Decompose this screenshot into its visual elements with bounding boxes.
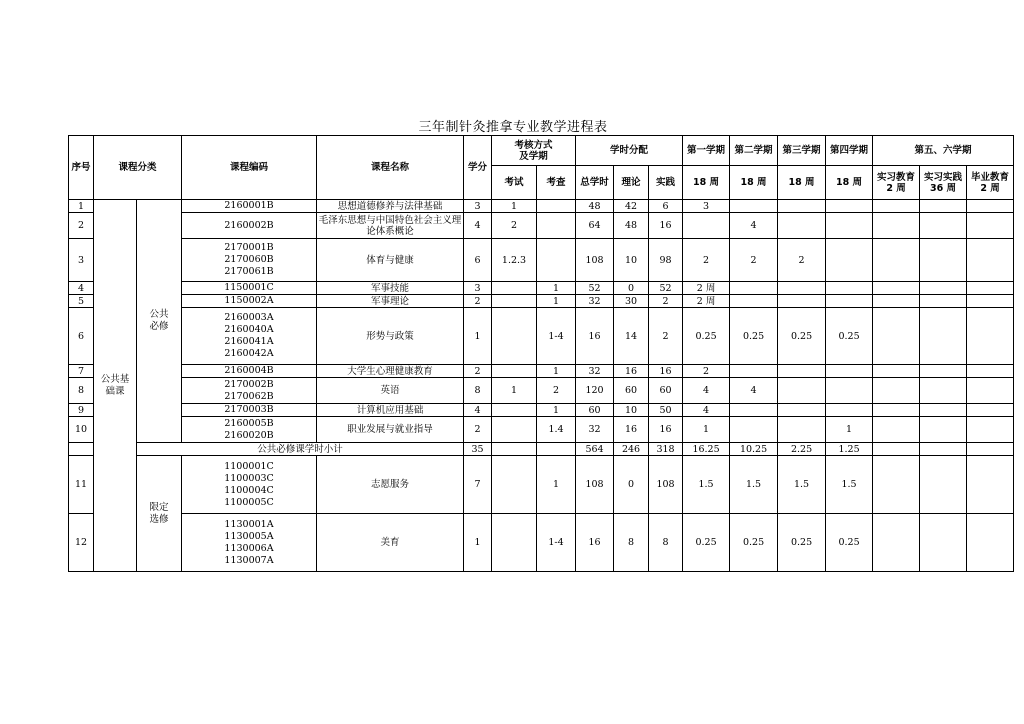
theory-hours-cell: 42 [614,200,649,213]
table-row [69,295,1014,308]
row-seq: 8 [69,378,94,404]
theory-hours-cell: 8 [614,514,649,572]
row-seq: 7 [69,365,94,378]
intern-practice-cell [920,200,967,213]
header-weeks-2: 18 周 [730,166,778,200]
header-sem3: 第三学期 [778,136,826,166]
total-hours-cell: 564 [576,443,614,456]
total-hours-cell: 64 [576,213,614,239]
row-seq: 9 [69,404,94,417]
theory-hours-cell: 16 [614,365,649,378]
schedule-table [68,135,1014,572]
semester4-cell [826,378,873,404]
grad-edu-cell [967,308,1014,365]
row-seq: 6 [69,308,94,365]
semester4-cell [826,295,873,308]
semester2-cell [730,365,778,378]
semester4-cell: 0.25 [826,308,873,365]
theory-hours-cell: 48 [614,213,649,239]
theory-hours-cell: 0 [614,456,649,514]
course-name: 军事技能 [317,282,464,295]
row-seq [69,443,94,456]
header-seq: 序号 [69,136,94,200]
header-intern-edu: 实习教育 2 周 [873,166,920,200]
semester4-cell: 0.25 [826,514,873,572]
page-title: 三年制针灸推拿专业教学进程表 [418,120,608,135]
course-name: 毛泽东思想与中国特色社会主义理论体系概论 [317,213,464,239]
practice-hours-cell: 16 [649,417,683,443]
grad-edu-cell [967,365,1014,378]
course-code: 2170001B 2170060B 2170061B [182,239,317,282]
grad-edu-cell [967,404,1014,417]
exam-cell [492,365,537,378]
theory-hours-cell: 10 [614,239,649,282]
semester2-cell [730,404,778,417]
check-cell [537,213,576,239]
total-hours-cell: 60 [576,404,614,417]
total-hours-cell: 32 [576,417,614,443]
total-hours-cell: 108 [576,239,614,282]
exam-cell [492,443,537,456]
semester4-cell [826,404,873,417]
course-name: 职业发展与就业指导 [317,417,464,443]
intern-edu-cell [873,295,920,308]
grad-edu-cell [967,200,1014,213]
course-code: 2160005B 2160020B [182,417,317,443]
course-code: 1150002A [182,295,317,308]
intern-edu-cell [873,443,920,456]
header-name: 课程名称 [317,136,464,200]
header-assess: 考核方式 及学期 [492,136,576,166]
subcategory-elective: 限定 选修 [137,456,182,572]
semester2-cell: 0.25 [730,514,778,572]
header-exam: 考试 [492,166,537,200]
check-cell: 1 [537,456,576,514]
semester2-cell: 10.25 [730,443,778,456]
semester3-cell: 1.5 [778,456,826,514]
total-hours-cell: 16 [576,514,614,572]
grad-edu-cell [967,514,1014,572]
intern-edu-cell [873,514,920,572]
total-hours-cell: 120 [576,378,614,404]
practice-hours-cell: 16 [649,365,683,378]
grad-edu-cell [967,213,1014,239]
category-public-basic: 公共基 础课 [94,200,137,572]
semester3-cell [778,404,826,417]
semester2-cell: 4 [730,213,778,239]
table-row [69,282,1014,295]
intern-edu-cell [873,365,920,378]
check-cell [537,239,576,282]
course-name: 美育 [317,514,464,572]
intern-practice-cell [920,514,967,572]
total-hours-cell: 32 [576,295,614,308]
credit-cell: 4 [464,404,492,417]
grad-edu-cell [967,443,1014,456]
practice-hours-cell: 8 [649,514,683,572]
header-weeks-4: 18 周 [826,166,873,200]
total-hours-cell: 16 [576,308,614,365]
total-hours-cell: 52 [576,282,614,295]
semester4-cell: 1.25 [826,443,873,456]
semester3-cell [778,417,826,443]
header-total: 总学时 [576,166,614,200]
subcategory-required: 公共 必修 [137,200,182,443]
course-code: 2170003B [182,404,317,417]
semester3-cell [778,365,826,378]
grad-edu-cell [967,456,1014,514]
semester2-cell: 1.5 [730,456,778,514]
exam-cell: 1 [492,200,537,213]
semester4-cell [826,365,873,378]
semester3-cell [778,213,826,239]
practice-hours-cell: 108 [649,456,683,514]
practice-hours-cell: 50 [649,404,683,417]
practice-hours-cell: 2 [649,308,683,365]
semester1-cell: 3 [683,200,730,213]
credit-cell: 2 [464,295,492,308]
semester4-cell [826,213,873,239]
credit-cell: 2 [464,365,492,378]
intern-edu-cell [873,239,920,282]
practice-hours-cell: 2 [649,295,683,308]
semester1-cell: 1.5 [683,456,730,514]
credit-cell: 35 [464,443,492,456]
semester1-cell: 0.25 [683,308,730,365]
semester1-cell: 1 [683,417,730,443]
course-name: 英语 [317,378,464,404]
intern-edu-cell [873,417,920,443]
header-weeks-1: 18 周 [683,166,730,200]
course-name: 体育与健康 [317,239,464,282]
row-seq: 2 [69,213,94,239]
exam-cell [492,417,537,443]
theory-hours-cell: 14 [614,308,649,365]
row-seq: 12 [69,514,94,572]
header-check: 考查 [537,166,576,200]
exam-cell: 1 [492,378,537,404]
table-row [69,514,1014,572]
semester1-cell: 2 周 [683,282,730,295]
course-code: 2160004B [182,365,317,378]
intern-edu-cell [873,308,920,365]
exam-cell [492,404,537,417]
table-row [69,365,1014,378]
semester3-cell [778,295,826,308]
intern-practice-cell [920,365,967,378]
credit-cell: 1 [464,308,492,365]
header-practice: 实践 [649,166,683,200]
grad-edu-cell [967,282,1014,295]
check-cell [537,443,576,456]
semester2-cell [730,417,778,443]
intern-practice-cell [920,404,967,417]
credit-cell: 4 [464,213,492,239]
row-seq: 3 [69,239,94,282]
semester1-cell: 4 [683,378,730,404]
credit-cell: 8 [464,378,492,404]
header-sem2: 第二学期 [730,136,778,166]
intern-edu-cell [873,456,920,514]
exam-cell: 2 [492,213,537,239]
semester4-cell: 1 [826,417,873,443]
semester4-cell: 1.5 [826,456,873,514]
semester3-cell [778,378,826,404]
semester1-cell: 4 [683,404,730,417]
course-code: 1100001C 1100003C 1100004C 1100005C [182,456,317,514]
semester1-cell: 2 [683,239,730,282]
course-code: 2160001B [182,200,317,213]
table-row [69,239,1014,282]
practice-hours-cell: 52 [649,282,683,295]
row-seq: 1 [69,200,94,213]
exam-cell [492,282,537,295]
header-weeks-3: 18 周 [778,166,826,200]
semester3-cell: 2 [778,239,826,282]
intern-edu-cell [873,200,920,213]
course-name: 军事理论 [317,295,464,308]
intern-edu-cell [873,282,920,295]
intern-edu-cell [873,213,920,239]
intern-edu-cell [873,378,920,404]
header-category: 课程分类 [94,136,182,200]
intern-edu-cell [873,404,920,417]
credit-cell: 7 [464,456,492,514]
header-hours: 学时分配 [576,136,683,166]
theory-hours-cell: 246 [614,443,649,456]
header-intern-practice: 实习实践 36 周 [920,166,967,200]
exam-cell: 1.2.3 [492,239,537,282]
credit-cell: 3 [464,200,492,213]
grad-edu-cell [967,239,1014,282]
check-cell: 1 [537,282,576,295]
practice-hours-cell: 6 [649,200,683,213]
intern-practice-cell [920,417,967,443]
semester4-cell [826,200,873,213]
semester2-cell [730,282,778,295]
course-code: 2170002B 2170062B [182,378,317,404]
header-sem56: 第五、六学期 [873,136,1014,166]
intern-practice-cell [920,295,967,308]
intern-practice-cell [920,443,967,456]
semester2-cell [730,295,778,308]
row-seq: 5 [69,295,94,308]
course-name: 思想道德修养与法律基础 [317,200,464,213]
course-code: 1150001C [182,282,317,295]
total-hours-cell: 48 [576,200,614,213]
row-seq: 10 [69,417,94,443]
header-credit: 学分 [464,136,492,200]
intern-practice-cell [920,456,967,514]
practice-hours-cell: 60 [649,378,683,404]
course-code: 2160003A 2160040A 2160041A 2160042A [182,308,317,365]
header-sem4: 第四学期 [826,136,873,166]
credit-cell: 3 [464,282,492,295]
intern-practice-cell [920,378,967,404]
practice-hours-cell: 318 [649,443,683,456]
semester2-cell: 2 [730,239,778,282]
header-code: 课程编码 [182,136,317,200]
header-theory: 理论 [614,166,649,200]
semester3-cell: 0.25 [778,308,826,365]
exam-cell [492,456,537,514]
grad-edu-cell [967,378,1014,404]
semester1-cell: 2 [683,365,730,378]
semester1-cell: 16.25 [683,443,730,456]
practice-hours-cell: 16 [649,213,683,239]
total-hours-cell: 108 [576,456,614,514]
theory-hours-cell: 0 [614,282,649,295]
theory-hours-cell: 10 [614,404,649,417]
credit-cell: 2 [464,417,492,443]
course-name: 志愿服务 [317,456,464,514]
check-cell: 1-4 [537,514,576,572]
semester1-cell [683,213,730,239]
check-cell: 1 [537,295,576,308]
intern-practice-cell [920,239,967,282]
table-row [69,404,1014,417]
semester3-cell: 2.25 [778,443,826,456]
course-code: 2160002B [182,213,317,239]
credit-cell: 6 [464,239,492,282]
check-cell: 1-4 [537,308,576,365]
check-cell: 1 [537,404,576,417]
row-seq: 4 [69,282,94,295]
intern-practice-cell [920,308,967,365]
course-name: 大学生心理健康教育 [317,365,464,378]
semester1-cell: 2 周 [683,295,730,308]
course-name: 形势与政策 [317,308,464,365]
table-row [69,378,1014,404]
credit-cell: 1 [464,514,492,572]
semester3-cell [778,200,826,213]
theory-hours-cell: 60 [614,378,649,404]
semester2-cell: 0.25 [730,308,778,365]
subtotal-label: 公共必修课学时小计 [137,443,464,456]
semester4-cell [826,282,873,295]
grad-edu-cell [967,295,1014,308]
total-hours-cell: 32 [576,365,614,378]
row-seq: 11 [69,456,94,514]
semester2-cell: 4 [730,378,778,404]
table-row [69,417,1014,443]
semester1-cell: 0.25 [683,514,730,572]
intern-practice-cell [920,213,967,239]
exam-cell [492,514,537,572]
practice-hours-cell: 98 [649,239,683,282]
semester4-cell [826,239,873,282]
table-row [69,456,1014,514]
theory-hours-cell: 16 [614,417,649,443]
exam-cell [492,295,537,308]
semester2-cell [730,200,778,213]
subtotal-row [69,443,1014,456]
table-row [69,308,1014,365]
header-sem1: 第一学期 [683,136,730,166]
table-row [69,200,1014,213]
header-grad-edu: 毕业教育 2 周 [967,166,1014,200]
course-name: 计算机应用基础 [317,404,464,417]
grad-edu-cell [967,417,1014,443]
check-cell [537,200,576,213]
check-cell: 2 [537,378,576,404]
check-cell: 1.4 [537,417,576,443]
course-code: 1130001A 1130005A 1130006A 1130007A [182,514,317,572]
table-row [69,213,1014,239]
check-cell: 1 [537,365,576,378]
exam-cell [492,308,537,365]
intern-practice-cell [920,282,967,295]
semester3-cell [778,282,826,295]
theory-hours-cell: 30 [614,295,649,308]
semester3-cell: 0.25 [778,514,826,572]
